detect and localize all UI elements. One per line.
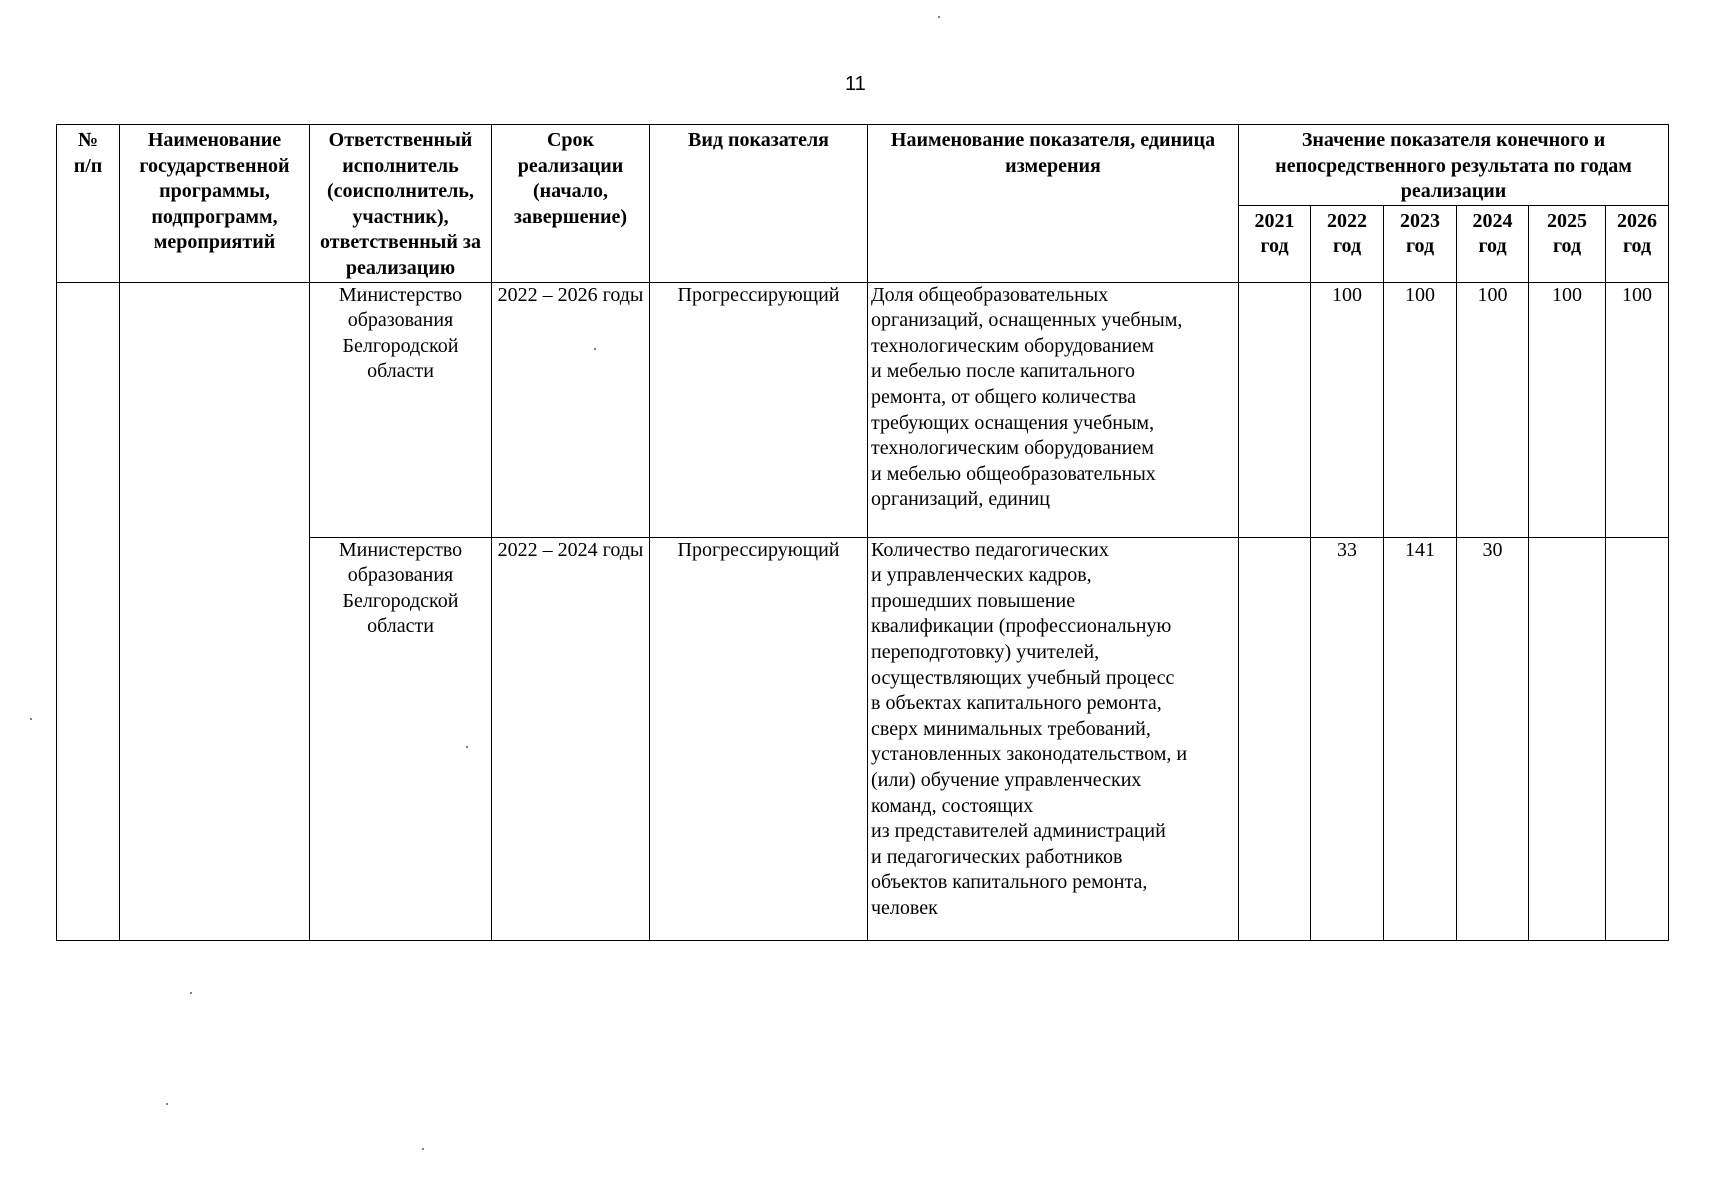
row-executor: Министерство образования Белгородской области bbox=[310, 537, 492, 940]
row-indicator: Количество педагогических и управленческих кадров, прошедших повышение квалификации (профессиональную переподготовку) учителей, осуществляющих учебный процесс в объектах капитального ремонта, сверх минимальных требований, установленных законодательством, и (или) обучение управленческих команд, состоящих из представителей администраций и педагогических работников объектов капитального ремонта, человек bbox=[868, 537, 1239, 940]
table-row bbox=[57, 282, 1669, 537]
header-year-2021: 2021 год bbox=[1239, 205, 1311, 282]
row-period: 2022 – 2024 годы bbox=[492, 537, 650, 940]
header-type: Вид показателя bbox=[650, 125, 868, 283]
row-executor: Министерство образования Белгородской области bbox=[310, 282, 492, 537]
row-type: Прогрессирующий bbox=[650, 537, 868, 940]
row-value-2026: 100 bbox=[1606, 282, 1669, 537]
header-year-2025: 2025 год bbox=[1529, 205, 1606, 282]
scan-speck bbox=[938, 16, 940, 18]
table-header-row bbox=[57, 125, 1669, 206]
row-program bbox=[120, 282, 310, 940]
row-type: Прогрессирующий bbox=[650, 282, 868, 537]
header-indicator: Наименование показателя, единица измерения bbox=[868, 125, 1239, 283]
row-value-2021 bbox=[1239, 282, 1311, 537]
header-year-2024: 2024 год bbox=[1457, 205, 1529, 282]
header-num: № п/п bbox=[57, 125, 120, 283]
header-values: Значение показателя конечного и непосредственного результата по годам реализации bbox=[1239, 125, 1669, 206]
row-value-2025 bbox=[1529, 537, 1606, 940]
row-value-2022: 100 bbox=[1311, 282, 1384, 537]
header-year-2023: 2023 год bbox=[1384, 205, 1457, 282]
scan-speck bbox=[190, 992, 192, 994]
indicators-table bbox=[56, 124, 1669, 941]
scan-speck bbox=[594, 348, 596, 350]
row-value-2023: 100 bbox=[1384, 282, 1457, 537]
row-value-2026 bbox=[1606, 537, 1669, 940]
row-value-2024: 100 bbox=[1457, 282, 1529, 537]
row-num bbox=[57, 282, 120, 940]
row-value-2022: 33 bbox=[1311, 537, 1384, 940]
scan-speck bbox=[422, 1148, 424, 1150]
header-year-2026: 2026 год bbox=[1606, 205, 1669, 282]
scan-speck bbox=[30, 718, 32, 720]
header-executor: Ответственный исполнитель (соисполнитель, участник), ответственный за реализацию bbox=[310, 125, 492, 283]
row-value-2023: 141 bbox=[1384, 537, 1457, 940]
scan-speck bbox=[166, 1103, 168, 1105]
row-indicator: Доля общеобразовательных организаций, оснащенных учебным, технологическим оборудованием и мебелью после капитального ремонта, от общего количества требующих оснащения учебным, технологическим оборудованием и мебелью общеобразовательных организаций, единиц bbox=[868, 282, 1239, 537]
header-period: Срок реализации (начало, завершение) bbox=[492, 125, 650, 283]
row-value-2024: 30 bbox=[1457, 537, 1529, 940]
row-value-2021 bbox=[1239, 537, 1311, 940]
row-value-2025: 100 bbox=[1529, 282, 1606, 537]
header-program: Наименование государственной программы, подпрограмм, мероприятий bbox=[120, 125, 310, 283]
page-number: 11 bbox=[845, 73, 866, 95]
row-period: 2022 – 2026 годы bbox=[492, 282, 650, 537]
header-year-2022: 2022 год bbox=[1311, 205, 1384, 282]
scan-speck bbox=[466, 746, 468, 748]
